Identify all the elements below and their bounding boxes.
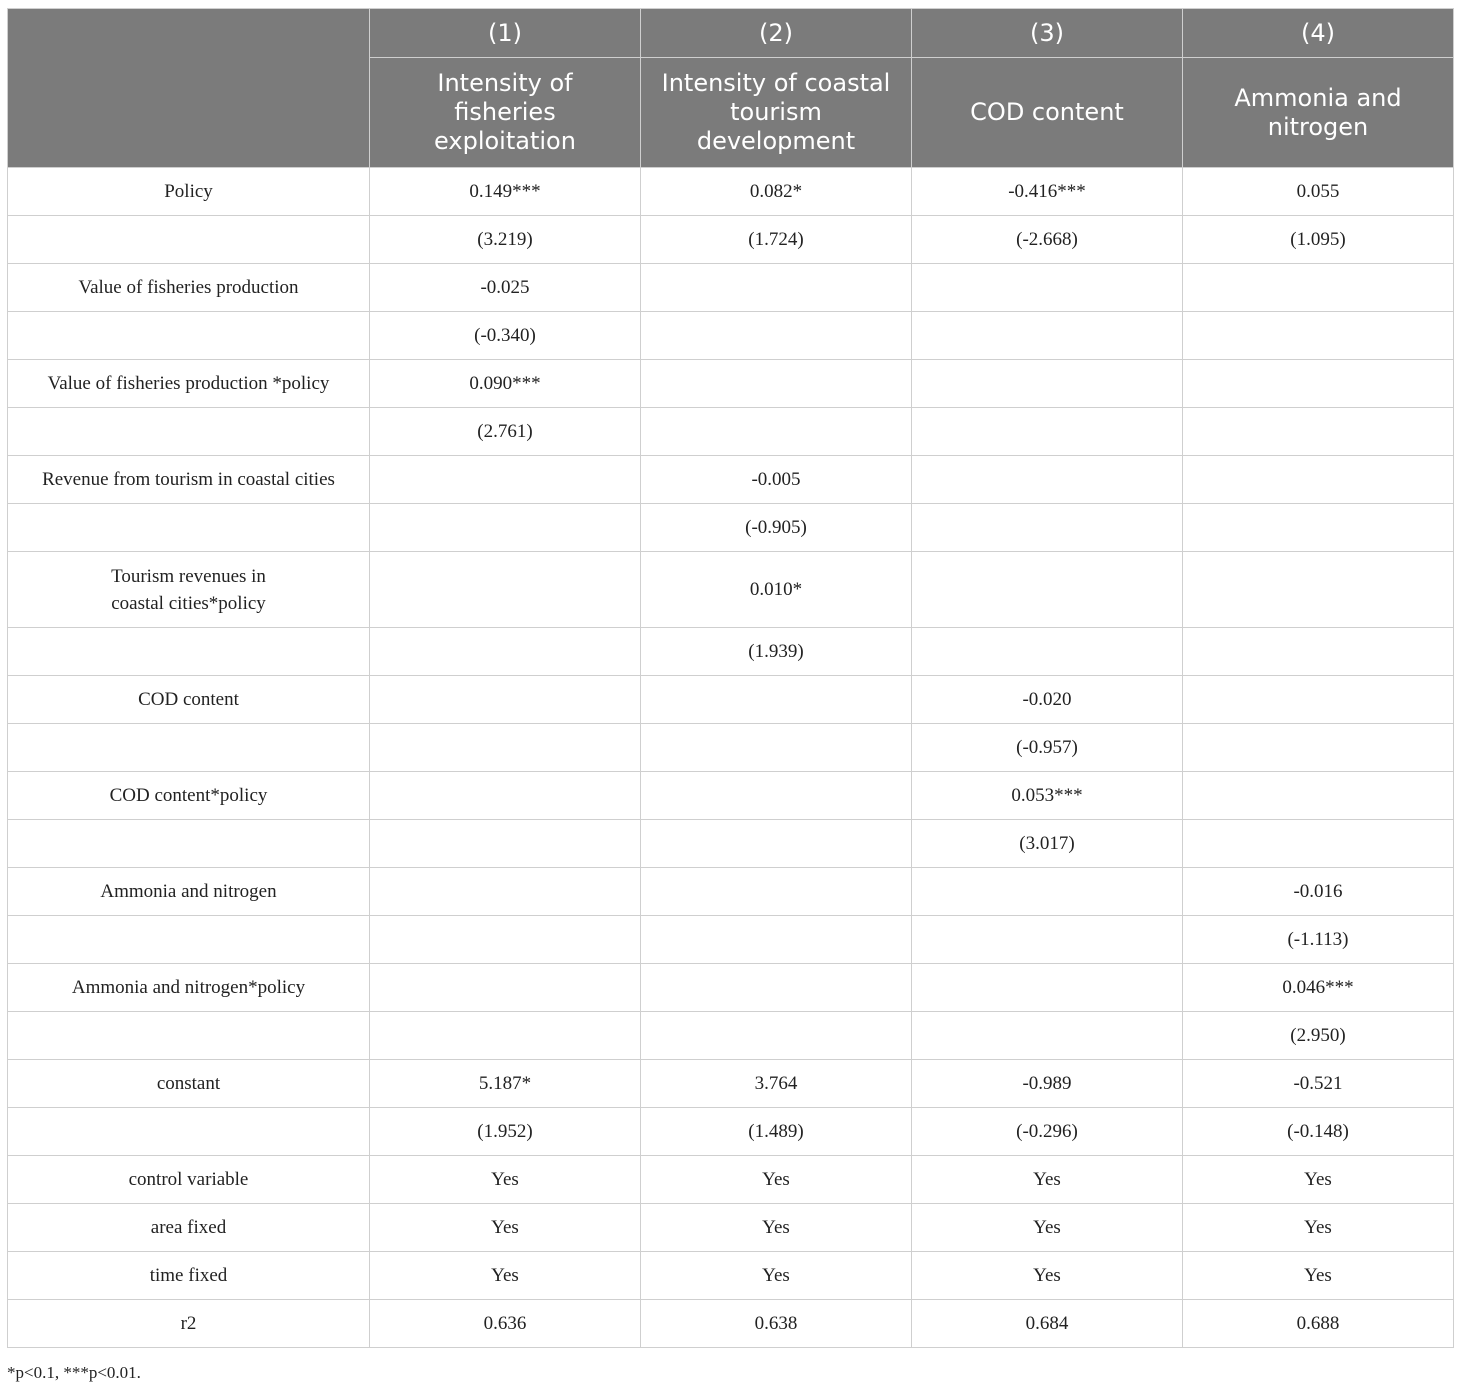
table-cell: (1.724) <box>641 216 912 264</box>
table-cell <box>912 456 1183 504</box>
row-label <box>8 504 370 552</box>
header-corner <box>8 9 370 168</box>
col-label: COD content <box>912 58 1183 168</box>
table-cell <box>641 772 912 820</box>
table-cell <box>912 628 1183 676</box>
table-cell: 0.684 <box>912 1300 1183 1348</box>
table-row <box>8 360 1454 408</box>
table-cell: Yes <box>912 1156 1183 1204</box>
table-cell: 0.688 <box>1183 1300 1454 1348</box>
table-cell <box>1183 408 1454 456</box>
table-cell: -0.016 <box>1183 868 1454 916</box>
col-number: (1) <box>370 9 641 58</box>
table-cell: (3.219) <box>370 216 641 264</box>
table-cell: -0.005 <box>641 456 912 504</box>
table-cell: -0.416*** <box>912 168 1183 216</box>
table-cell: Yes <box>370 1156 641 1204</box>
table-cell: 5.187* <box>370 1060 641 1108</box>
table-row <box>8 628 1454 676</box>
row-label: Ammonia and nitrogen <box>8 868 370 916</box>
row-label <box>8 916 370 964</box>
table-cell <box>912 264 1183 312</box>
table-cell <box>370 1012 641 1060</box>
table-cell <box>912 360 1183 408</box>
table-cell <box>641 408 912 456</box>
table-cell: 0.046*** <box>1183 964 1454 1012</box>
table-cell: 0.053*** <box>912 772 1183 820</box>
table-cell: Yes <box>1183 1252 1454 1300</box>
table-cell <box>370 820 641 868</box>
table-cell <box>370 772 641 820</box>
table-cell <box>370 504 641 552</box>
table-cell: (-2.668) <box>912 216 1183 264</box>
table-cell: 0.082* <box>641 168 912 216</box>
table-cell <box>1183 312 1454 360</box>
table-cell <box>1183 724 1454 772</box>
table-cell: (2.950) <box>1183 1012 1454 1060</box>
row-label <box>8 216 370 264</box>
table-cell <box>370 724 641 772</box>
table-cell: (1.489) <box>641 1108 912 1156</box>
row-label <box>8 1012 370 1060</box>
table-row <box>8 1252 1454 1300</box>
table-cell: (1.095) <box>1183 216 1454 264</box>
table-cell: -0.989 <box>912 1060 1183 1108</box>
table-cell: -0.025 <box>370 264 641 312</box>
row-label: area fixed <box>8 1204 370 1252</box>
table-body <box>8 168 1454 1348</box>
table-cell <box>1183 456 1454 504</box>
table-cell <box>370 868 641 916</box>
table-row <box>8 1300 1454 1348</box>
table-row <box>8 264 1454 312</box>
table-row <box>8 964 1454 1012</box>
table-cell <box>641 676 912 724</box>
table-cell <box>1183 820 1454 868</box>
table-cell: (-0.905) <box>641 504 912 552</box>
table-cell <box>1183 772 1454 820</box>
table-cell: Yes <box>912 1204 1183 1252</box>
regression-table <box>7 8 1454 1348</box>
table-cell <box>641 360 912 408</box>
row-label <box>8 724 370 772</box>
table-footnote: *p<0.1, ***p<0.01. <box>7 1363 141 1382</box>
table-row <box>8 916 1454 964</box>
row-label: constant <box>8 1060 370 1108</box>
row-label: COD content <box>8 676 370 724</box>
row-label: Ammonia and nitrogen*policy <box>8 964 370 1012</box>
table-cell <box>641 964 912 1012</box>
table-row <box>8 408 1454 456</box>
table-cell <box>912 1012 1183 1060</box>
table-cell <box>912 552 1183 628</box>
table-cell: (3.017) <box>912 820 1183 868</box>
table-row <box>8 820 1454 868</box>
table-cell: 0.638 <box>641 1300 912 1348</box>
col-label: Intensity of coastal tourism development <box>641 58 912 168</box>
row-label: r2 <box>8 1300 370 1348</box>
row-label <box>8 820 370 868</box>
row-label: Value of fisheries production *policy <box>8 360 370 408</box>
table-cell <box>370 916 641 964</box>
table-cell: Yes <box>641 1204 912 1252</box>
table-cell: (2.761) <box>370 408 641 456</box>
table-row <box>8 504 1454 552</box>
table-cell: (1.939) <box>641 628 912 676</box>
table-row <box>8 552 1454 628</box>
table-cell: (-0.148) <box>1183 1108 1454 1156</box>
row-label: control variable <box>8 1156 370 1204</box>
table-cell: 3.764 <box>641 1060 912 1108</box>
row-label: Tourism revenues in coastal cities*policy <box>8 552 370 628</box>
row-label: Revenue from tourism in coastal cities <box>8 456 370 504</box>
col-number: (4) <box>1183 9 1454 58</box>
row-label: Value of fisheries production <box>8 264 370 312</box>
row-label: time fixed <box>8 1252 370 1300</box>
row-label <box>8 408 370 456</box>
table-cell <box>641 264 912 312</box>
table-cell <box>641 820 912 868</box>
table-cell <box>370 964 641 1012</box>
table-cell <box>641 916 912 964</box>
table-row <box>8 676 1454 724</box>
table-cell: -0.020 <box>912 676 1183 724</box>
table-cell: 0.010* <box>641 552 912 628</box>
table-cell <box>1183 552 1454 628</box>
table-cell <box>912 868 1183 916</box>
table-row <box>8 216 1454 264</box>
table-cell <box>912 916 1183 964</box>
table-header <box>8 9 1454 168</box>
table-row <box>8 1060 1454 1108</box>
table-cell <box>641 724 912 772</box>
table-cell: (-0.957) <box>912 724 1183 772</box>
table-cell: (-0.296) <box>912 1108 1183 1156</box>
table-cell <box>912 504 1183 552</box>
table-cell <box>1183 628 1454 676</box>
table-cell <box>641 1012 912 1060</box>
table-cell: Yes <box>1183 1204 1454 1252</box>
table-cell <box>1183 360 1454 408</box>
table-cell: Yes <box>370 1204 641 1252</box>
table-row <box>8 724 1454 772</box>
table-cell: (1.952) <box>370 1108 641 1156</box>
table-cell: (-0.340) <box>370 312 641 360</box>
table-cell <box>370 456 641 504</box>
table-cell <box>370 552 641 628</box>
col-number: (3) <box>912 9 1183 58</box>
table-cell: Yes <box>912 1252 1183 1300</box>
table-row <box>8 1156 1454 1204</box>
table-cell: 0.090*** <box>370 360 641 408</box>
table-row <box>8 456 1454 504</box>
table-cell: 0.149*** <box>370 168 641 216</box>
table-cell: 0.636 <box>370 1300 641 1348</box>
table-row <box>8 1204 1454 1252</box>
table-row <box>8 312 1454 360</box>
row-label <box>8 312 370 360</box>
table-cell: (-1.113) <box>1183 916 1454 964</box>
col-label: Ammonia and nitrogen <box>1183 58 1454 168</box>
table-cell <box>370 676 641 724</box>
table-cell <box>1183 504 1454 552</box>
table-cell <box>641 868 912 916</box>
table-row <box>8 868 1454 916</box>
row-label: COD content*policy <box>8 772 370 820</box>
table-cell: Yes <box>370 1252 641 1300</box>
table-row <box>8 168 1454 216</box>
table-cell <box>912 312 1183 360</box>
table-cell: 0.055 <box>1183 168 1454 216</box>
row-label <box>8 1108 370 1156</box>
table-row <box>8 772 1454 820</box>
table-cell <box>1183 264 1454 312</box>
col-number: (2) <box>641 9 912 58</box>
row-label: Policy <box>8 168 370 216</box>
table-cell <box>370 628 641 676</box>
table-cell <box>1183 676 1454 724</box>
table-cell: -0.521 <box>1183 1060 1454 1108</box>
table-cell: Yes <box>641 1156 912 1204</box>
table-row <box>8 1012 1454 1060</box>
table-cell: Yes <box>641 1252 912 1300</box>
row-label <box>8 628 370 676</box>
col-label: Intensity of fisheries exploitation <box>370 58 641 168</box>
table-row <box>8 1108 1454 1156</box>
table-cell <box>641 312 912 360</box>
table-cell: Yes <box>1183 1156 1454 1204</box>
table-cell <box>912 408 1183 456</box>
table-cell <box>912 964 1183 1012</box>
